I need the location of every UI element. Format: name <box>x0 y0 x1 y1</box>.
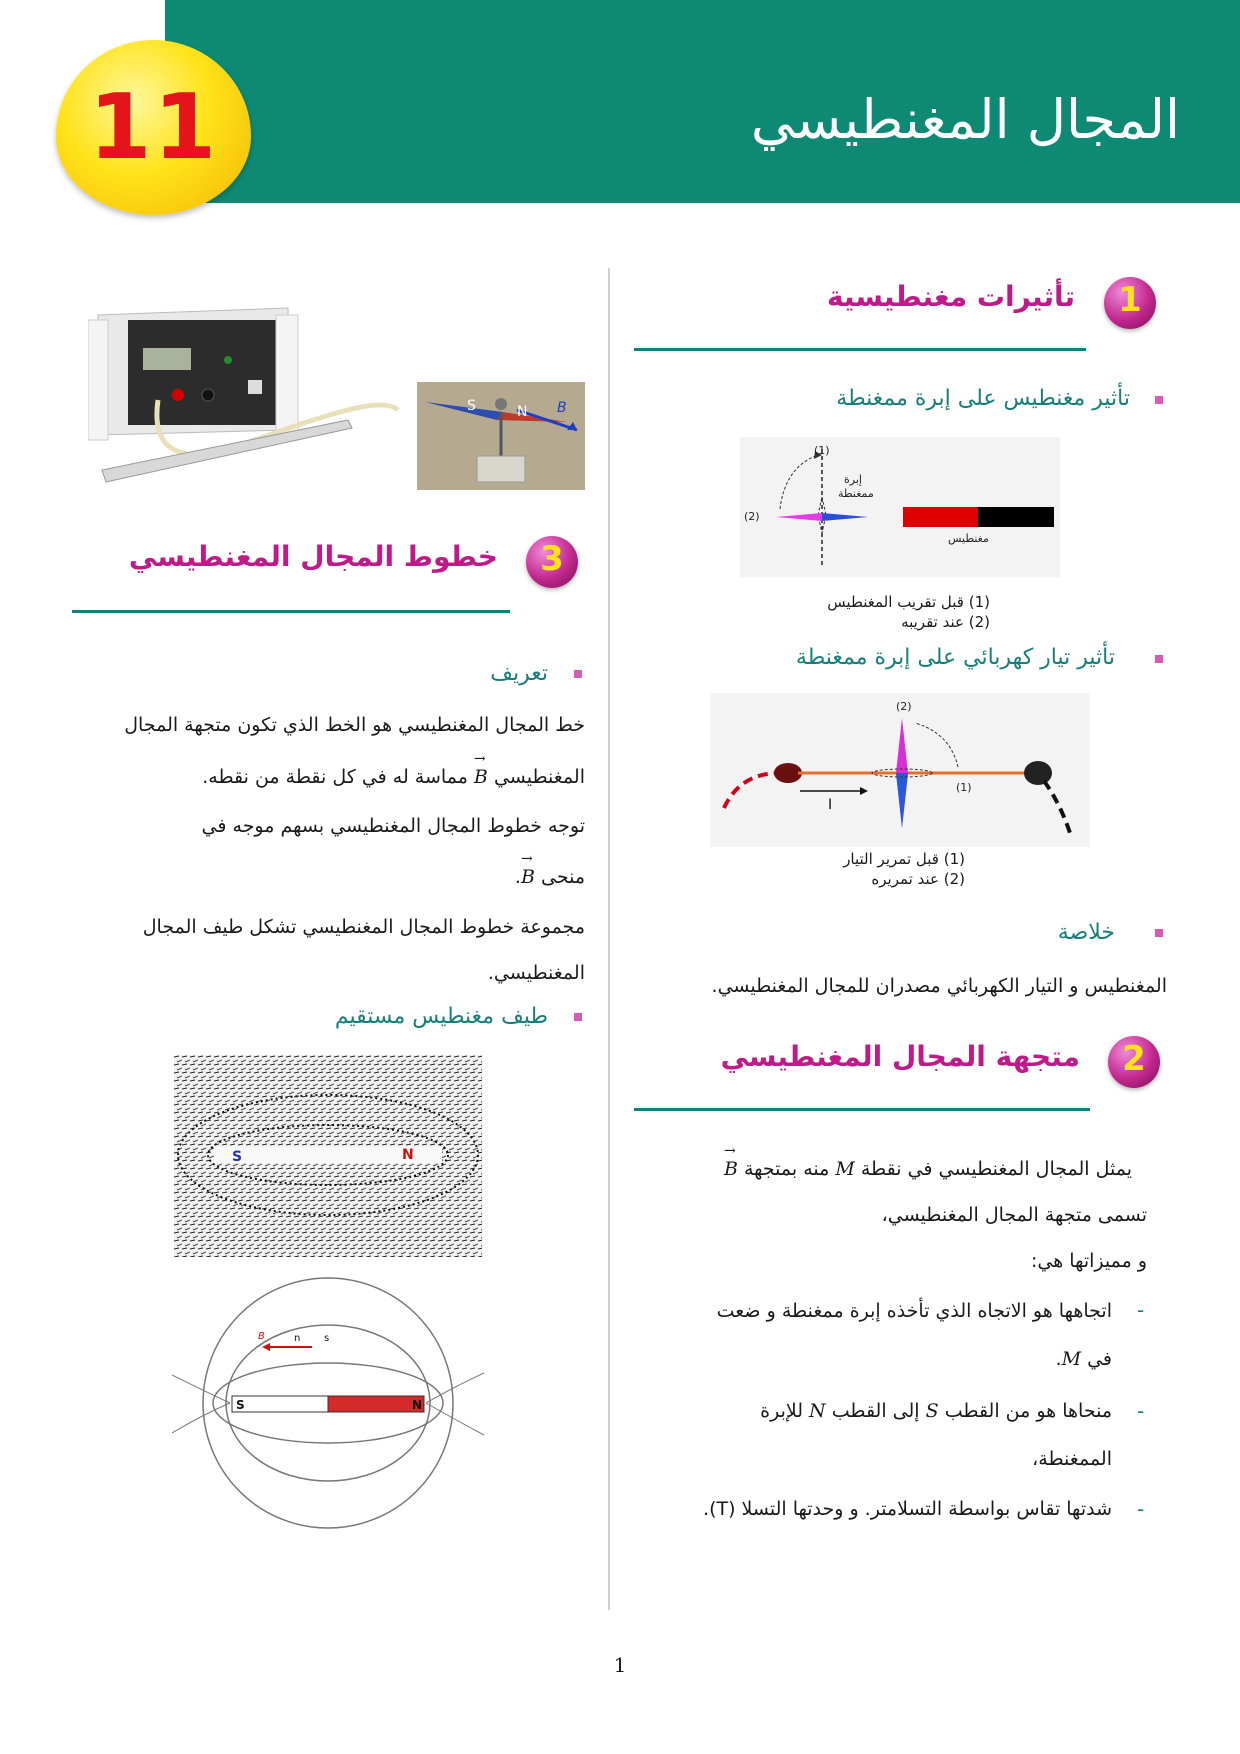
bullet <box>1155 929 1163 937</box>
definition-line-5: مجموعة خطوط المجال المغنطيسي تشكل طيف المجال <box>142 916 585 938</box>
definition-line-4 <box>515 866 585 888</box>
text: المغنطيسي <box>493 766 585 788</box>
section3-rule <box>72 610 510 613</box>
label-s: S <box>467 398 476 414</box>
iron-filings-spectrum <box>174 1055 482 1257</box>
connector-left <box>774 763 802 783</box>
vector-b: → B <box>521 866 535 888</box>
column-divider <box>608 268 610 1610</box>
label-needle: إبرة <box>844 473 862 486</box>
label-needle-s: s <box>324 1333 330 1344</box>
vector-line-2: تسمى متجهة المجال المغنطيسي، <box>881 1204 1147 1226</box>
label-s: S <box>232 1149 243 1165</box>
text: منحى <box>540 866 585 888</box>
text: يمثل المجال المغنطيسي في نقطة <box>860 1158 1132 1180</box>
page-number: 1 <box>613 1653 627 1677</box>
label-b: B <box>258 1331 265 1342</box>
magnet-south-pole <box>232 1396 328 1412</box>
label-magnet: مغنطيس <box>948 532 989 545</box>
section1-rule <box>634 348 1086 351</box>
terminal-red <box>172 389 184 401</box>
label-n: N <box>517 404 528 420</box>
connector-right <box>1024 761 1052 785</box>
definition-line-6: المغنطيسي. <box>487 962 585 984</box>
fig2-caption-2: (2) عند تمريره <box>871 870 965 888</box>
chapter-number: 11 <box>88 75 219 180</box>
period: . <box>514 866 521 888</box>
symbol-s: S <box>925 1400 939 1422</box>
vector-line-1 <box>724 1158 1132 1180</box>
text: منه بمتجهة <box>743 1158 830 1180</box>
dash: - <box>1137 1298 1145 1322</box>
display <box>143 348 191 370</box>
base <box>477 456 525 482</box>
section2-rule <box>634 1108 1090 1111</box>
section1-sub1: تأثير مغنطيس على إبرة ممغنطة <box>836 386 1130 411</box>
terminal-black <box>202 389 214 401</box>
current-needle-figure <box>710 693 1090 847</box>
section1-sub2: تأثير تيار كهربائي على إبرة ممغنطة <box>795 645 1115 670</box>
pivot <box>495 398 507 410</box>
text: للإبرة <box>760 1400 803 1422</box>
text: منحاها هو من القطب <box>944 1400 1112 1422</box>
definition-line-1: خط المجال المغنطيسي هو الخط الذي تكون متجهة المجال <box>124 714 585 736</box>
compass-needle-photo <box>417 382 585 490</box>
indicator <box>224 356 232 364</box>
label-n: N <box>402 1147 414 1163</box>
fig2-caption-1: (1) قبل تمرير التيار <box>843 850 965 868</box>
handle-left <box>88 320 108 440</box>
property-3: شدتها تقاس بواسطة التسلامتر. و وحدتها التسلا (T). <box>703 1498 1112 1520</box>
bullet <box>574 670 582 678</box>
definition-line-3: توجه خطوط المجال المغنطيسي بسهم موجه في <box>201 815 585 837</box>
symbol-m: M <box>1061 1348 1082 1370</box>
label-position-2: (2) <box>744 510 760 523</box>
chapter-title: المجال المغنطيسي <box>750 88 1180 151</box>
label-s: S <box>236 1398 245 1412</box>
label-needle-2: ممغنطة <box>838 487 874 500</box>
magnet-red-pole <box>903 507 978 527</box>
magnet-black-pole <box>978 507 1054 527</box>
symbol-m: M <box>835 1158 855 1180</box>
label-needle-n: n <box>294 1333 301 1344</box>
field-line-7 <box>426 1403 484 1435</box>
magnet-needle-figure <box>740 437 1060 577</box>
bullet <box>574 1013 582 1021</box>
spectrum-title: طيف مغنطيس مستقيم <box>334 1004 548 1029</box>
property-2-line-2: الممغنطة، <box>1032 1448 1112 1470</box>
section2-title: متجهة المجال المغنطيسي <box>720 1040 1080 1073</box>
text: إلى القطب <box>831 1400 920 1422</box>
text: مماسة له في كل نقطة من نقطه. <box>202 766 468 788</box>
b-vector-head <box>262 1343 270 1351</box>
handle-right <box>276 315 298 440</box>
section1-number: 1 <box>1118 280 1142 320</box>
symbol-n: N <box>809 1400 826 1422</box>
label-b: B <box>557 400 567 416</box>
switch <box>248 380 262 394</box>
magnet-north-pole <box>328 1396 424 1412</box>
label-position-2: (2) <box>896 700 912 713</box>
dash: - <box>1137 1497 1145 1521</box>
section3-number: 3 <box>540 539 564 579</box>
period: . <box>1055 1348 1062 1370</box>
device-panel <box>128 320 288 425</box>
definition-line-2 <box>202 766 585 788</box>
dash: - <box>1137 1399 1145 1423</box>
property-1-line-1: اتجاهها هو الاتجاه الذي تأخذه إبرة ممغنطة و ضعت <box>716 1300 1112 1322</box>
label-position-1: (1) <box>814 444 830 457</box>
property-2-line-1 <box>760 1400 1112 1422</box>
bullet <box>1155 655 1163 663</box>
vector-b: → B <box>724 1158 738 1180</box>
label-n: N <box>412 1398 423 1412</box>
summary-title: خلاصة <box>1057 920 1115 945</box>
section3-title: خطوط المجال المغنطيسي <box>128 540 498 573</box>
property-1-line-2 <box>1056 1348 1112 1370</box>
power-supply-photo <box>88 300 408 500</box>
label-current: I <box>828 797 833 813</box>
text: في <box>1087 1348 1112 1370</box>
section2-number: 2 <box>1122 1039 1146 1079</box>
definition-title: تعريف <box>490 661 548 686</box>
bullet <box>1155 396 1163 404</box>
field-lines-diagram <box>172 1275 484 1560</box>
label-position-1: (1) <box>956 781 972 794</box>
vector-b: → B <box>474 766 488 788</box>
vector-line-3: و مميزاتها هي: <box>1030 1250 1147 1272</box>
summary-text: المغنطيس و التيار الكهربائي مصدران للمجال المغنطيسي. <box>711 975 1167 997</box>
fig1-caption-1: (1) قبل تقريب المغنطيس <box>827 593 990 611</box>
fig1-caption-2: (2) عند تقريبه <box>901 613 990 631</box>
section1-title: تأثيرات مغنطيسية <box>826 280 1075 313</box>
